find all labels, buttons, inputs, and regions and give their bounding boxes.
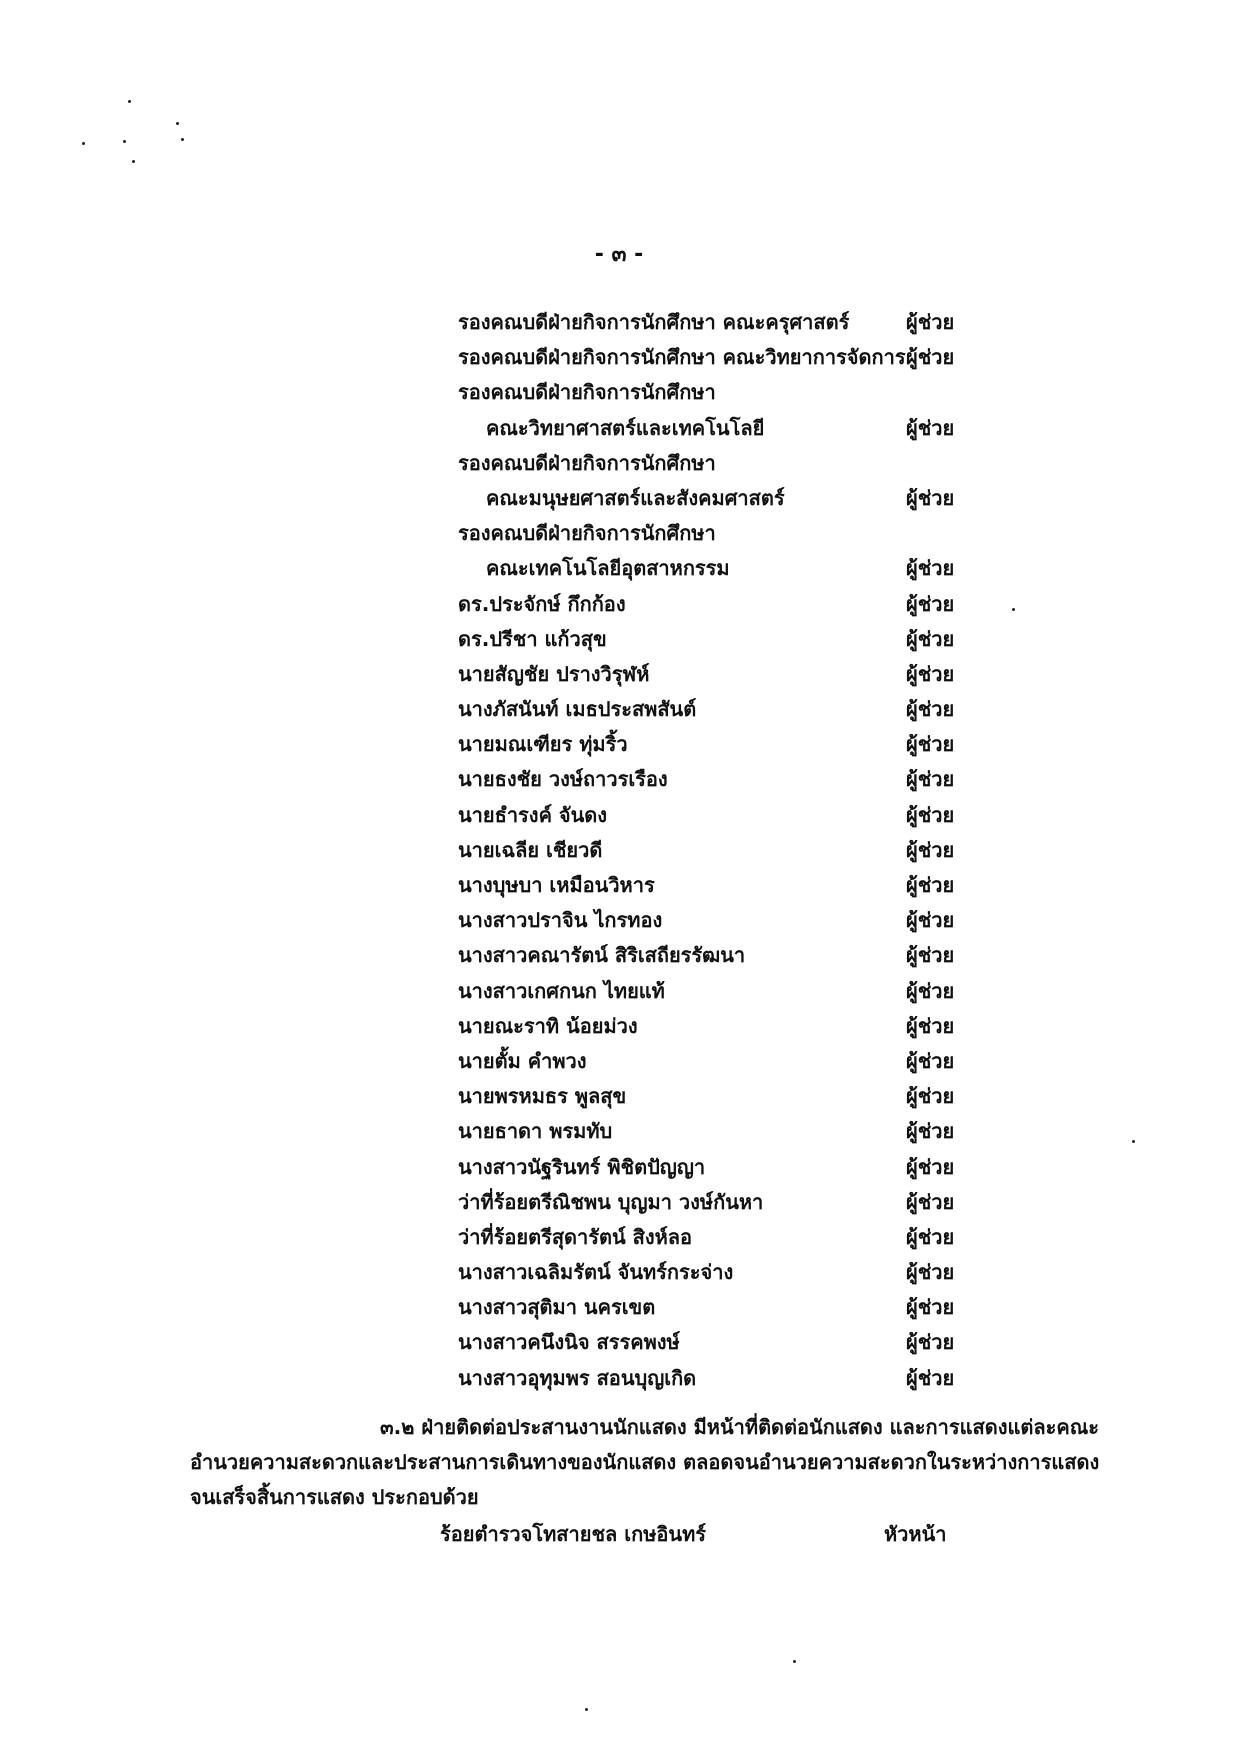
member-name: รองคณบดีฝ่ายกิจการนักศึกษา [458,450,716,475]
list-item [458,587,978,622]
member-role: ผู้ช่วย [906,873,955,897]
scan-speck [82,142,85,145]
head-role: หัวหน้า [884,1522,947,1546]
list-item [458,481,978,516]
page-number: - ๓ - [594,242,644,267]
list-item [458,1290,978,1325]
list-item [458,305,978,340]
member-name: คณะมนุษยศาสตร์และสังคมศาสตร์ [486,485,785,510]
list-item [458,833,978,868]
member-role: ผู้ช่วย [906,1154,955,1179]
member-role: ผู้ช่วย [906,1013,955,1038]
member-role: ผู้ช่วย [906,415,955,440]
member-name: นางสาวอุทุมพร สอนบุญเกิด [458,1365,697,1390]
list-item [458,1220,978,1255]
member-name: นายมณเฑียร ทุ่มริ้ว [458,732,628,757]
member-name: ดร.ประจักษ์ กึกก้อง [458,591,626,616]
member-role: ผู้ช่วย [906,310,955,334]
member-role: ผู้ช่วย [906,978,955,1003]
list-item [458,446,978,481]
list-item [458,798,978,833]
member-name: นางบุษบา เหมือนวิหาร [458,873,655,897]
head-member-row [440,1517,980,1552]
member-name: นายตั้ม คำพวง [458,1048,587,1073]
member-name: นายณะราทิ น้อยม่วง [458,1013,638,1038]
scan-speck [793,1660,796,1663]
member-name: นายเฉลีย เชียวดี [458,837,603,862]
member-list [458,305,978,1396]
member-name: นางสาวคณารัตน์ สิริเสถียรรัฒนา [458,943,746,968]
list-item [458,1325,978,1360]
list-item [458,551,978,586]
member-role: ผู้ช่วย [906,591,955,616]
member-name: ดร.ปรีชา แก้วสุข [458,626,607,651]
member-role: ผู้ช่วย [906,661,955,686]
member-name: นางภัสนันท์ เมธประสพสันต์ [458,697,697,722]
list-item [458,516,978,551]
member-name: นางสาวเกศกนก ไทยแท้ [458,978,665,1003]
member-role: ผู้ช่วย [906,626,955,651]
member-role: ผู้ช่วย [906,697,955,722]
member-role: ผู้ช่วย [906,1365,955,1390]
list-item [458,1185,978,1220]
list-item [458,938,978,973]
member-name: รองคณบดีฝ่ายกิจการนักศึกษา คณะวิทยาการจัดการ [458,345,906,370]
list-item [458,727,978,762]
list-item [458,1079,978,1114]
paragraph-line: จนเสร็จสิ้นการแสดง ประกอบด้วย [190,1485,479,1509]
list-item [458,1114,978,1149]
member-role: ผู้ช่วย [906,1084,955,1109]
list-item [458,762,978,797]
scan-speck [132,160,135,163]
paragraph-line: อำนวยความสะดวกและประสานการเดินทางของนักแสดง ตลอดจนอำนวยความสะดวกในระหว่างการแสดง [190,1450,1100,1474]
member-role: ผู้ช่วย [906,485,955,510]
member-name: นางสาวปราจิน ไกรทอง [458,908,663,933]
member-name: นายพรหมธร พูลสุข [458,1084,627,1109]
member-role: ผู้ช่วย [906,908,955,933]
list-item [458,1044,978,1079]
member-role: ผู้ช่วย [906,837,955,862]
member-name: นางสาวนัฐรินทร์ พิชิตปัญญา [458,1154,706,1179]
scan-speck [176,122,179,125]
head-name: ร้อยตำรวจโทสายชล เกษอินทร์ [440,1522,706,1546]
member-role: ผู้ช่วย [906,345,955,370]
scan-speck [1132,1140,1135,1143]
list-item [458,1255,978,1290]
member-role: ผู้ช่วย [906,1048,955,1073]
section-3-2-paragraph [190,1410,1150,1515]
member-role: ผู้ช่วย [906,1189,955,1214]
member-role: ผู้ช่วย [906,767,955,792]
member-name: นายธาดา พรมทับ [458,1119,613,1144]
member-name: รองคณบดีฝ่ายกิจการนักศึกษา คณะครุศาสตร์ [458,310,850,334]
member-name: นางสาวสุติมา นครเขต [458,1295,656,1320]
member-role: ผู้ช่วย [906,1119,955,1144]
member-role: ผู้ช่วย [906,802,955,827]
member-role: ผู้ช่วย [906,1295,955,1320]
list-item [458,375,978,410]
list-item [458,622,978,657]
list-item [458,692,978,727]
list-item [458,1009,978,1044]
list-item [458,411,978,446]
member-name: คณะเทคโนโลยีอุตสาหกรรม [486,556,730,581]
member-name: รองคณบดีฝ่ายกิจการนักศึกษา [458,380,716,405]
list-item [458,903,978,938]
scan-speck [585,1708,588,1711]
list-item [458,340,978,375]
scan-speck [1012,608,1015,611]
member-name: นายสัญชัย ปรางวิรุฬห์ [458,661,650,686]
member-role: ผู้ช่วย [906,1224,955,1249]
member-name: นายธงชัย วงษ์ถาวรเรือง [458,767,668,792]
member-role: ผู้ช่วย [906,556,955,581]
member-role: ผู้ช่วย [906,1330,955,1355]
list-item [458,1150,978,1185]
member-name: นายธำรงค์ จันดง [458,802,608,827]
member-name: รองคณบดีฝ่ายกิจการนักศึกษา [458,521,716,546]
member-name: ว่าที่ร้อยตรีณิชพน บุญมา วงษ์กันหา [458,1189,764,1214]
member-role: ผู้ช่วย [906,732,955,757]
member-role: ผู้ช่วย [906,943,955,968]
list-item [458,868,978,903]
scan-speck [123,140,126,143]
list-item [458,1361,978,1396]
scan-speck [181,138,184,141]
list-item [458,974,978,1009]
member-name: คณะวิทยาศาสตร์และเทคโนโลยี [486,415,765,440]
scan-speck [128,100,131,103]
member-role: ผู้ช่วย [906,1260,955,1285]
member-name: ว่าที่ร้อยตรีสุดารัตน์ สิงห์ลอ [458,1224,693,1249]
member-name: นางสาวคนึงนิจ สรรคพงษ์ [458,1330,680,1355]
member-name: นางสาวเฉลิมรัตน์ จันทร์กระจ่าง [458,1260,734,1285]
list-item [458,657,978,692]
paragraph-line: ๓.๒ ฝ่ายติดต่อประสานงานนักแสดง มีหน้าที่ติดต่อนักแสดง และการแสดงแต่ละคณะ [380,1415,1100,1439]
